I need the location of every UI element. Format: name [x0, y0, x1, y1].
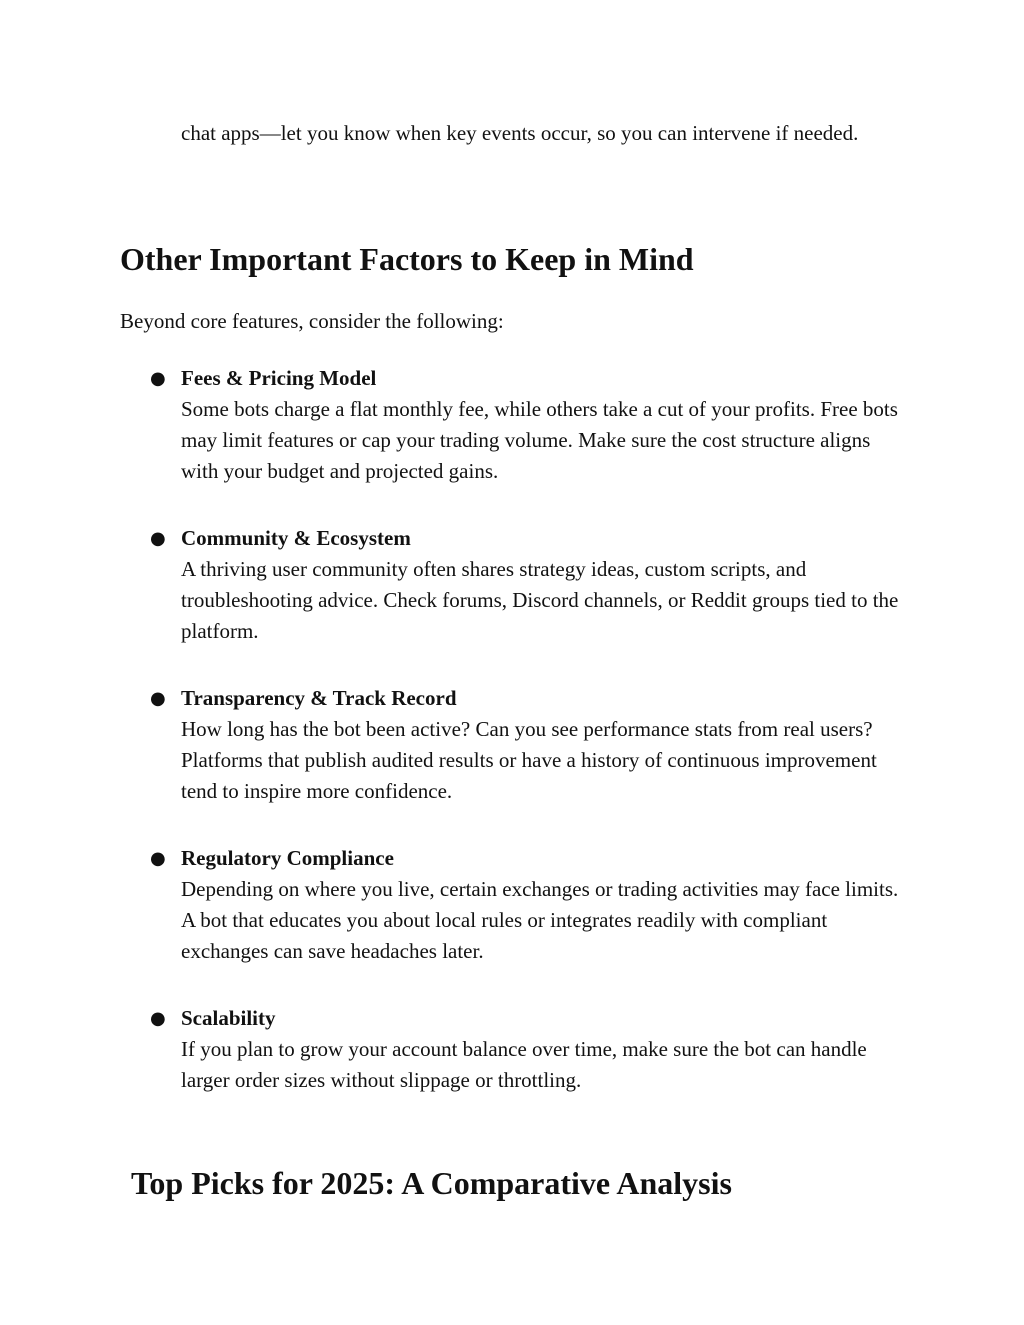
bullet-icon: ● [150, 848, 166, 869]
section-heading-other-factors: Other Important Factors to Keep in Mind [120, 241, 694, 277]
section-intro: Beyond core features, consider the following: [120, 309, 504, 333]
factor-title: Community & Ecosystem [181, 526, 411, 550]
continuation-paragraph: chat apps—let you know when key events occur, so you can intervene if needed. [181, 121, 859, 145]
factor-title: Scalability [181, 1006, 276, 1030]
bullet-icon: ● [150, 368, 166, 389]
bullet-icon: ● [150, 528, 166, 549]
section-heading-top-picks: Top Picks for 2025: A Comparative Analysis [131, 1165, 732, 1201]
factor-description: Some bots charge a flat monthly fee, while others take a cut of your profits. Free bots may limit features or cap your trading volume. Make sure the cost structure aligns with your budget and projected gains. [181, 397, 898, 483]
factor-description: A thriving user community often shares strategy ideas, custom scripts, and troubleshooting advice. Check forums, Discord channels, or Reddit groups tied to the platform. [181, 557, 899, 643]
factor-title: Fees & Pricing Model [181, 366, 377, 390]
factor-description: How long has the bot been active? Can you see performance stats from real users? Platforms that publish audited results or have a history of continuous improvement tend to inspire more confidence. [181, 717, 877, 803]
factor-description: Depending on where you live, certain exchanges or trading activities may face limits. A bot that educates you about local rules or integrates readily with compliant exchanges can save headaches later. [181, 877, 899, 963]
factor-title: Transparency & Track Record [181, 686, 457, 710]
list-item [150, 683, 911, 807]
bullet-icon: ● [150, 688, 166, 709]
list-item [150, 1003, 911, 1096]
factor-description: If you plan to grow your account balance over time, make sure the bot can handle larger order sizes without slippage or throttling. [181, 1037, 867, 1092]
list-item [150, 363, 911, 487]
bullet-icon: ● [150, 1008, 166, 1029]
factor-title: Regulatory Compliance [181, 846, 394, 870]
list-item [150, 523, 911, 647]
list-item [150, 843, 911, 967]
